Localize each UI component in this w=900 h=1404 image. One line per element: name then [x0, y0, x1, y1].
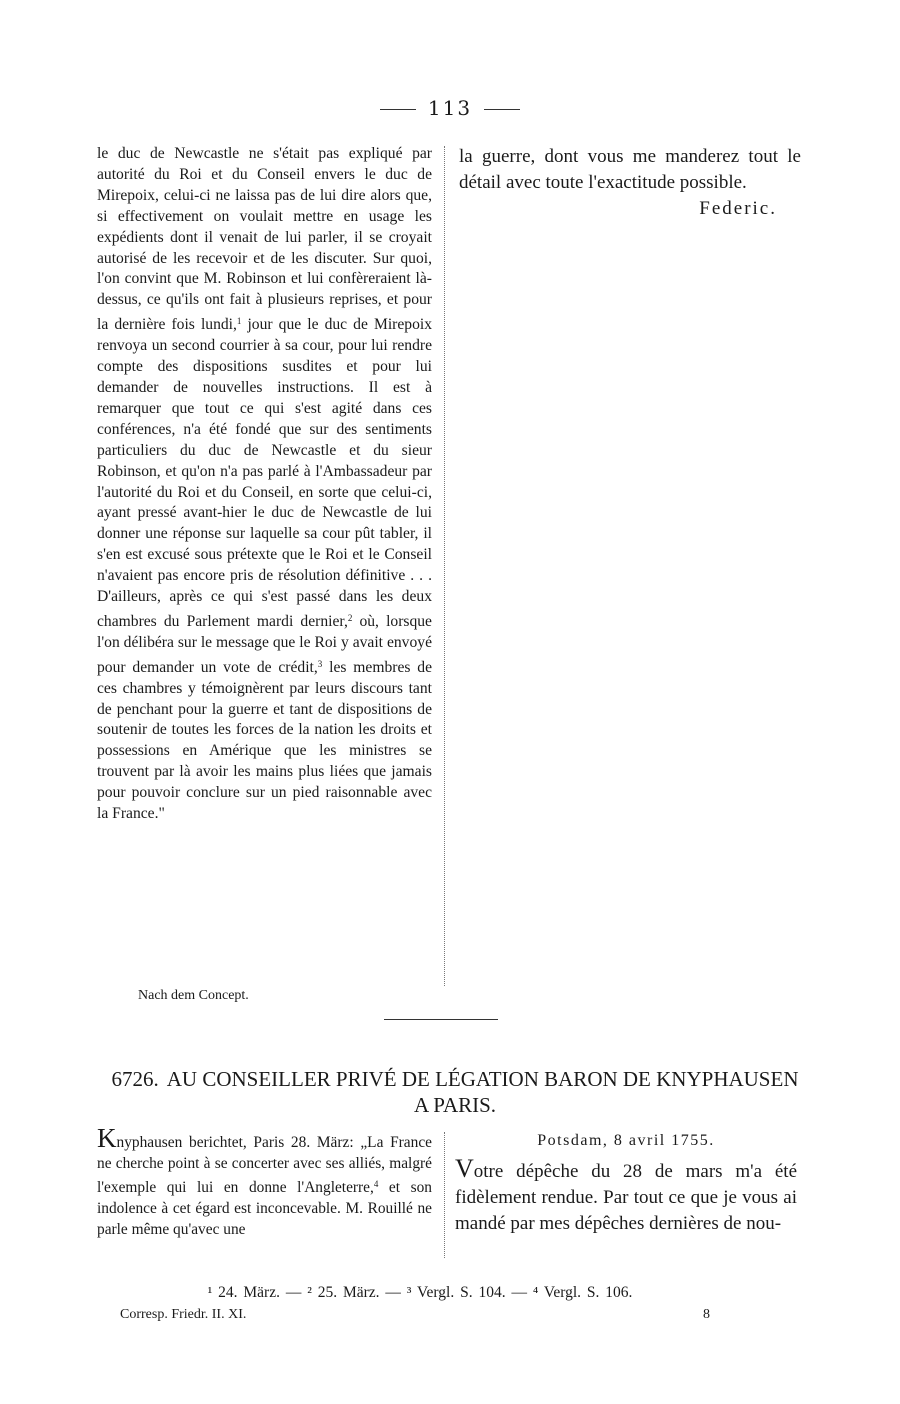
letter-body	[455, 1130, 797, 1237]
left-text-part-3: où, lorsque l'on délibéra sur le message que le Roi y avait envoyé pour demander un vote de crédit,	[97, 612, 432, 676]
sheet-number: 8	[703, 1307, 710, 1322]
summary-text-part-2: et son indolence à cet égard est inconcevable. M. Rouillé ne parle même qu'avec une	[97, 1179, 432, 1238]
page-number: 113	[427, 96, 473, 120]
column-divider	[444, 146, 445, 986]
left-text-part-4: les membres de ces chambres y témoignèrent par leurs discours tant de penchant pour la guerre et tant de dispositions de soutenir de toutes les forces de la nation les droits et possessions en Amérique que les ministres se trouvent par là avoir les mains plus liées que jamais pour pouvoir conclure sur un pied raisonnable avec la France."	[97, 658, 432, 823]
left-column-text	[97, 144, 432, 825]
letter-paragraph	[455, 1156, 797, 1237]
footnote-line: ¹ 24. März. — ² 25. März. — ³ Vergl. S. 104. — ⁴ Vergl. S. 106.	[207, 1284, 633, 1301]
report-summary	[97, 1123, 432, 1241]
summary-text-part-1: nyphausen berichtet, Paris 28. März: „La France ne cherche point à se concerter avec ses alliés, malgré l'exemple qui lui en donne l'Angleterre,	[97, 1134, 432, 1197]
signature-mark: Corresp. Friedr. II. XI.	[120, 1307, 247, 1322]
signature: Federic.	[699, 198, 777, 219]
document-heading	[110, 1066, 800, 1118]
footnote-ref-4: 4	[373, 1179, 379, 1190]
page-header	[0, 96, 900, 120]
section-divider	[384, 1019, 498, 1020]
footnotes	[120, 1282, 720, 1326]
footnote-ref-3: 3	[317, 658, 323, 669]
source-note: Nach dem Concept.	[138, 988, 249, 1003]
left-text-part-2: jour que le duc de Mirepoix renvoya un second courrier à sa cour, pour lui rendre compte des dispositions susdites et pour lui demander de nouvelles instructions. Il est à remarquer que tout ce qui s'est agité dans ces conférences, n'a été fondé que sur des sentiments particuliers du duc de Newcastle et du sieur Robinson, et qu'on n'a pas parlé à l'Ambassadeur par l'autorité du Roi et du Conseil, en sorte que celui-ci, ayant pressé avant-hier le duc de Newcastle de lui donner une réponse sur laquelle sa cour pût tabler, il s'en est excusé sous prétexte que le Roi et le Conseil n'avaient pas encore pris de résolution définitive . . . D'ailleurs, après ce qui s'est passé dans les deux chambres du Parlement mardi dernier,	[97, 316, 433, 630]
footnote-ref-1: 1	[236, 316, 242, 327]
left-text-part-1: le duc de Newcastle ne s'était pas expliqué par autorité du Roi et du Conseil envers le duc de Mirepoix, celui-ci ne laissa pas de lui dire alors que, si effectivement on voulait mettre en usage les expédients dont il venait de lui parler, il se croyait autorisé de les recevoir et de les discuter. Sur quoi, l'on convint que M. Robinson et lui confèreraient là-dessus, ce qu'ils ont fait à plusieurs reprises, et pour la dernière fois lundi,	[97, 145, 432, 334]
left-column-paragraph	[97, 144, 432, 825]
document-number: 6726.	[111, 1067, 159, 1091]
summary-initial: K	[97, 1123, 117, 1153]
right-column-text	[459, 144, 801, 222]
header-dash-left	[380, 109, 416, 110]
letter-initial: V	[455, 1154, 474, 1183]
page-footer	[120, 1304, 720, 1326]
right-column-paragraph: la guerre, dont vous me manderez tout le détail avec toute l'exactitude possible.	[459, 146, 801, 193]
footnote-ref-2: 2	[347, 612, 353, 623]
summary-paragraph	[97, 1123, 432, 1241]
column-divider-lower	[444, 1132, 445, 1258]
document-title: AU CONSEILLER PRIVÉ DE LÉGATION BARON DE KNYPHAUSEN A PARIS.	[166, 1067, 799, 1117]
letter-text: otre dépêche du 28 de mars m'a été fidèlement rendue. Par tout ce que je vous ai mandé par mes dépêches dernières de nou-	[455, 1161, 797, 1234]
header-dash-right	[484, 109, 520, 110]
place-date: Potsdam, 8 avril 1755.	[537, 1132, 715, 1149]
